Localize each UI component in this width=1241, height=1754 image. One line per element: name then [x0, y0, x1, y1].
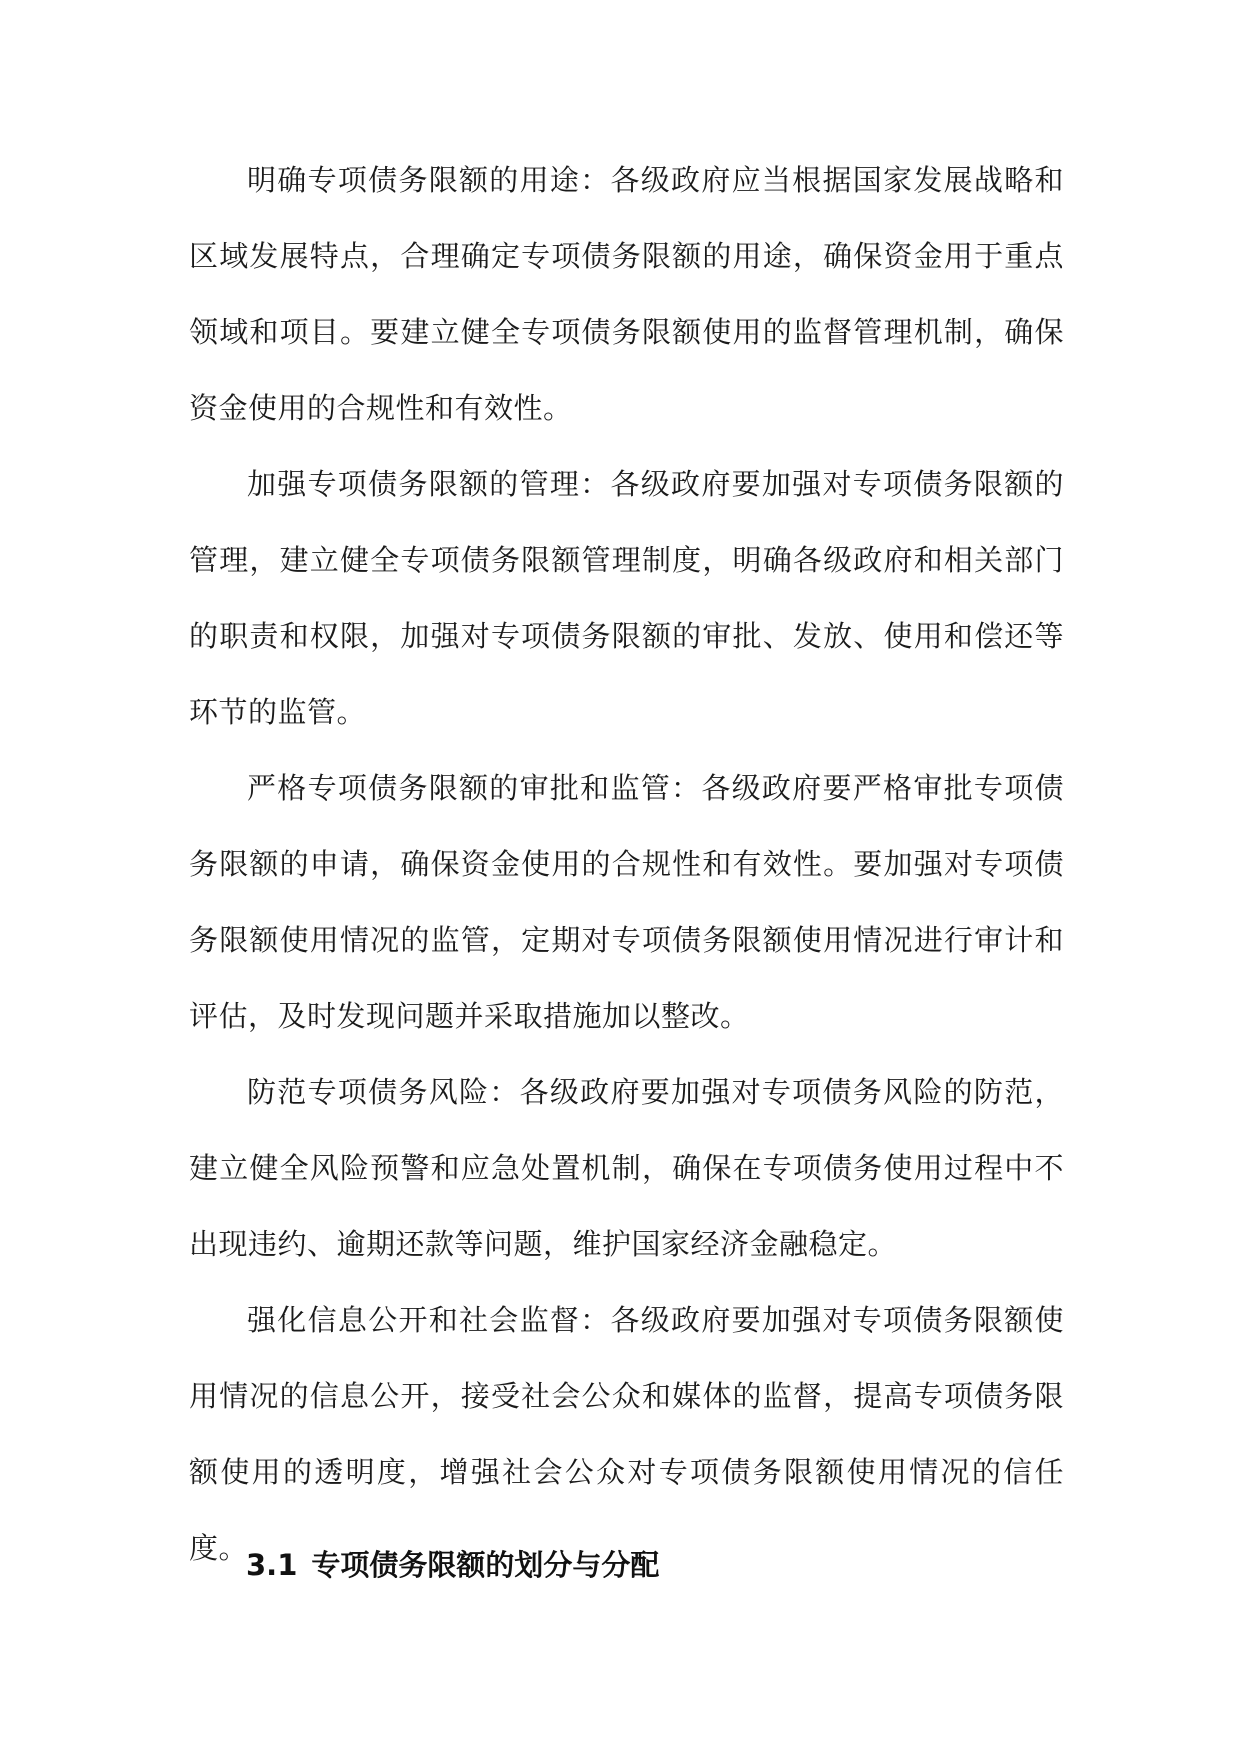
- paragraph-information-disclosure: 强化信息公开和社会监督：各级政府要加强对专项债务限额使用情况的信息公开，接受社会公众和媒体的监督，提高专项债务限额使用的透明度，增强社会公众对专项债务限额使用情况的信任度。: [189, 1303, 1064, 1565]
- section-heading: [246, 1535, 659, 1595]
- body-text: [189, 142, 1064, 1586]
- paragraph-usage: 明确专项债务限额的用途：各级政府应当根据国家发展战略和区域发展特点，合理确定专项债务限额的用途，确保资金用于重点领域和项目。要建立健全专项债务限额使用的监督管理机制，确保资金使用的合规性和有效性。: [189, 163, 1064, 425]
- paragraph-management: 加强专项债务限额的管理：各级政府要加强对专项债务限额的管理，建立健全专项债务限额管理制度，明确各级政府和相关部门的职责和权限，加强对专项债务限额的审批、发放、使用和偿还等环节的监管。: [189, 467, 1064, 729]
- section-title: 专项债务限额的划分与分配: [311, 1548, 660, 1582]
- paragraph-risk-prevention: 防范专项债务风险：各级政府要加强对专项债务风险的防范，建立健全风险预警和应急处置机制，确保在专项债务使用过程中不出现违约、逾期还款等问题，维护国家经济金融稳定。: [189, 1075, 1064, 1261]
- section-number: 3.1: [246, 1548, 298, 1582]
- paragraph-approval-supervision: 严格专项债务限额的审批和监管：各级政府要严格审批专项债务限额的申请，确保资金使用的合规性和有效性。要加强对专项债务限额使用情况的监管，定期对专项债务限额使用情况进行审计和评估，及时发现问题并采取措施加以整改。: [189, 771, 1064, 1033]
